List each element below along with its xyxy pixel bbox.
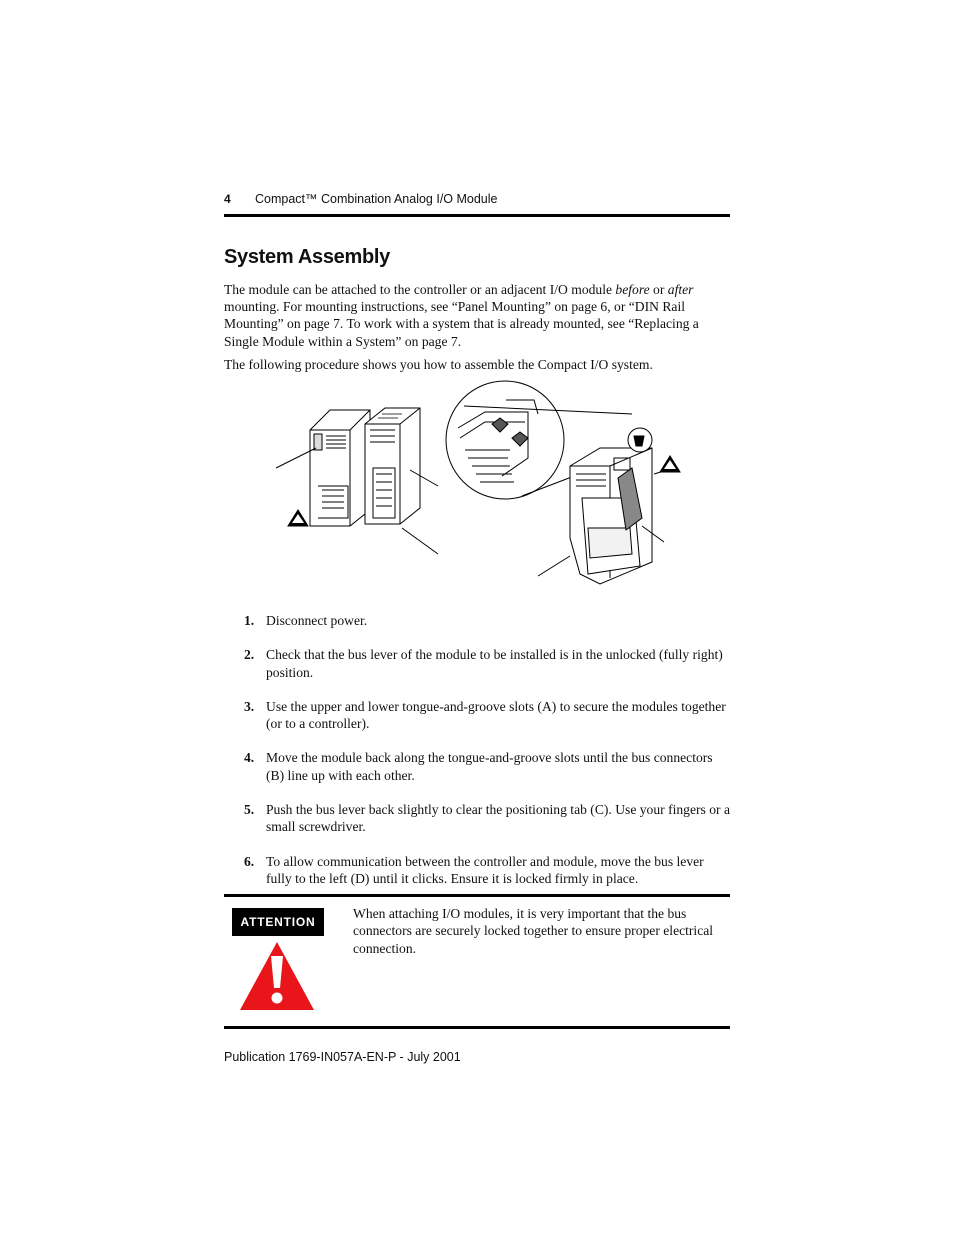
step-item: 2. Check that the bus lever of the module to be installed is in the unlocked (fully right) position.	[244, 647, 723, 680]
attention-label: ATTENTION	[232, 908, 324, 936]
intro-text-3: mounting. For mounting instructions, see “Panel Mounting” on page 6, or “DIN Rail Mounting” on page 7. To work with a system that is already mounted, see “Replacing a Single Module within a System” on page 7.	[224, 299, 699, 349]
left-module-pair	[310, 408, 420, 526]
intro-emphasis-before: before	[615, 282, 650, 297]
step-item: 3. Use the upper and lower tongue-and-groove slots (A) to secure the modules together (or to a controller).	[244, 698, 726, 732]
page-header	[224, 192, 730, 216]
intro-emphasis-after: after	[667, 282, 694, 297]
assembly-steps	[224, 612, 730, 904]
page-number: 4	[224, 192, 231, 206]
intro-text-2: or	[649, 282, 668, 297]
procedure-intro: The following procedure shows you how to assemble the Compact I/O system.	[224, 357, 653, 372]
intro-paragraph	[224, 281, 730, 350]
document-title: Compact™ Combination Analog I/O Module	[255, 192, 498, 206]
attention-top-rule	[224, 894, 730, 897]
attention-text: When attaching I/O modules, it is very important that the bus connectors are securely locked together to ensure proper electrical connection.	[353, 906, 714, 956]
step-item: 5. Push the bus lever back slightly to clear the positioning tab (C). Use your fingers or a small screwdriver.	[244, 802, 730, 835]
intro-text-1: The module can be attached to the controller or an adjacent I/O module	[224, 282, 616, 297]
header-rule	[224, 214, 730, 217]
section-title: System Assembly	[224, 246, 390, 268]
step-item: 1. Disconnect power.	[244, 613, 368, 628]
step-item: 6. To allow communication between the controller and module, move the bus lever fully to the left (D) until it clicks. Ensure it is locked firmly in place.	[244, 853, 704, 887]
step-item: 4. Move the module back along the tongue-and-groove slots until the bus connectors (B) line up with each other.	[244, 750, 713, 783]
assembly-illustration	[270, 378, 690, 590]
warning-exclamation-icon	[238, 940, 316, 1012]
publication-footer: Publication 1769-IN057A-EN-P - July 2001	[224, 1050, 461, 1064]
attention-bottom-rule	[224, 1026, 730, 1029]
